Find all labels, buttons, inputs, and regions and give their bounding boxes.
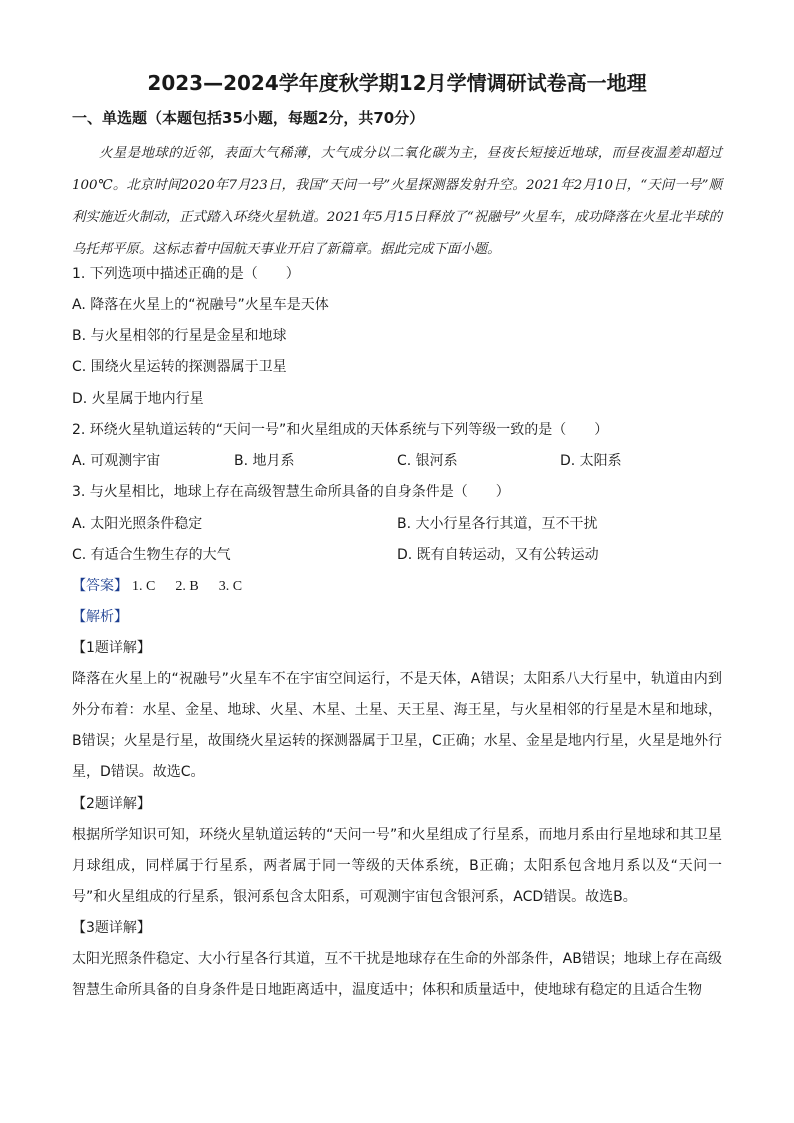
detail-2-heading: 【2题详解】 — [72, 796, 151, 812]
detail-1-text: 降落在火星上的“祝融号”火星车不在宇宙空间运行，不是天体，A错误；太阳系八大行星中，轨道由内到外分布着：水星、金星、地球、火星、木星、土星、天王星、海王星，与火星相邻的行星是木星和地球，B错误；火星是行星，故围绕火星运转的探测器属于卫星，C正确；水星、金星是地内行星，火星是地外行星，D错误。故选C。 — [72, 671, 722, 780]
question-2-option-a: A. 可观测宇宙 — [72, 453, 161, 469]
detail-3-text: 太阳光照条件稳定、大小行星各行其道，互不干扰是地球存在生命的外部条件，AB错误；地球上存在高级智慧生命所具备的自身条件是日地距离适中，温度适中；体积和质量适中，使地球有稳定的且适合生物 — [72, 951, 722, 998]
section-heading: 一、单选题（本题包括35小题，每题2分，共70分） — [72, 109, 425, 127]
page-title: 2023—2024学年度秋学期12月学情调研试卷高一地理 — [147, 71, 647, 95]
analysis-tag: 【解析】 — [72, 609, 128, 625]
detail-2-text: 根据所学知识可知，环绕火星轨道运转的“天问一号”和火星组成了行星系，而地月系由行星地球和其卫星月球组成，同样属于行星系，两者属于同一等级的天体系统，B正确；太阳系包含地月系以及“天问一号”和火星组成的行星系，银河系包含太阳系，可观测宇宙包含银河系，ACD错误。故选B。 — [72, 827, 722, 905]
answer-3: 3. C — [218, 579, 243, 594]
answer-1: 1. C — [132, 579, 156, 594]
question-2-stem: 2. 环绕火星轨道运转的“天问一号”和火星组成的天体系统与下列等级一致的是（ ） — [72, 422, 609, 438]
question-2-option-b: B. 地月系 — [234, 453, 295, 469]
question-1-option-d: D. 火星属于地内行星 — [72, 391, 204, 407]
question-1-stem: 1. 下列选项中描述正确的是（ ） — [72, 266, 300, 282]
detail-1-heading: 【1题详解】 — [72, 640, 151, 656]
answer-2: 2. B — [175, 579, 199, 594]
question-2-option-d: D. 太阳系 — [560, 453, 622, 469]
question-3-option-c: C. 有适合生物生存的大气 — [72, 547, 231, 563]
reading-passage: 火星是地球的近邻，表面大气稀薄，大气成分以二氧化碳为主，昼夜长短接近地球，而昼夜温差却超过100℃。北京时间2020年7月23日，我国“天问一号”火星探测器发射升空。2021年2月10日，“天问一号”顺利实施近火制动，正式踏入环绕火星轨道。2021年5月15日释放了“祝融号”火星车，成功降落在火星北半球的乌托邦平原。这标志着中国航天事业开启了新篇章。据此完成下面小题。 — [72, 146, 722, 257]
question-3-option-a: A. 太阳光照条件稳定 — [72, 516, 203, 532]
question-3-stem: 3. 与火星相比，地球上存在高级智慧生命所具备的自身条件是（ ） — [72, 484, 510, 500]
question-1-option-b: B. 与火星相邻的行星是金星和地球 — [72, 328, 287, 344]
question-2-option-c: C. 银河系 — [397, 453, 458, 469]
question-3-option-d: D. 既有自转运动，又有公转运动 — [397, 547, 599, 563]
question-1-option-a: A. 降落在火星上的“祝融号”火星车是天体 — [72, 297, 329, 313]
question-3-option-b: B. 大小行星各行其道，互不干扰 — [397, 516, 598, 532]
answer-line — [72, 576, 258, 597]
question-1-option-c: C. 围绕火星运转的探测器属于卫星 — [72, 359, 287, 375]
detail-3-heading: 【3题详解】 — [72, 920, 151, 936]
answer-tag: 【答案】 — [72, 578, 128, 594]
